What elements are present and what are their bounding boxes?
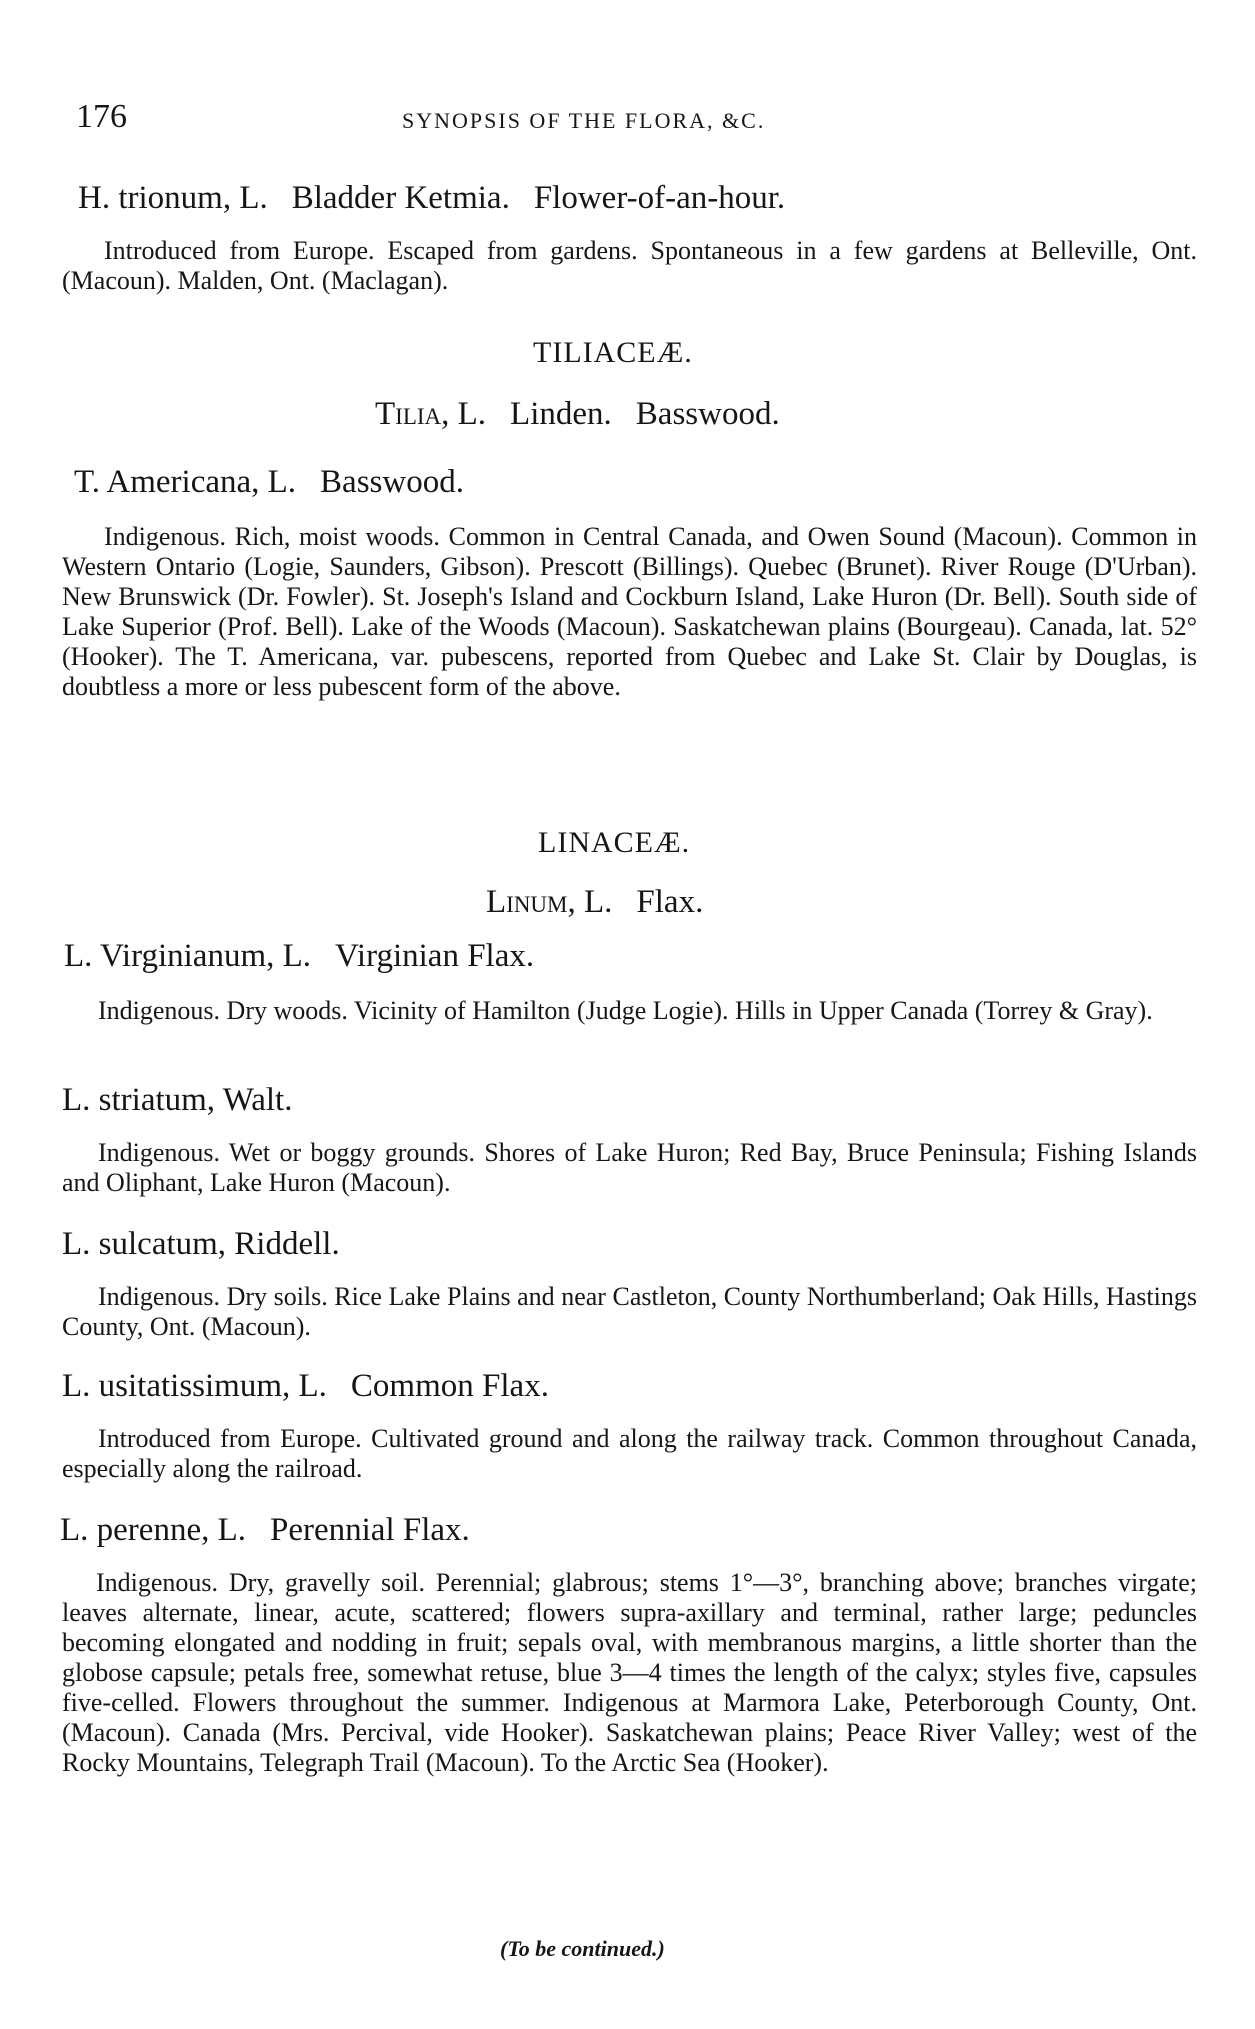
species-description-trionum: Introduced from Europe. Escaped from gardens. Spontaneous in a few gardens at Belleville, Ont. (Macoun). Malden, Ont. (Maclagan).	[62, 236, 1197, 295]
species-name: L. usitatissimum, L.	[62, 1368, 327, 1404]
page-number: 176	[76, 98, 127, 135]
genus-heading-linum	[486, 884, 703, 921]
species-description-sulcatum: Indigenous. Dry soils. Rice Lake Plains and near Castleton, County Northumberland; Oak Hills, Hastings County, Ont. (Macoun).	[62, 1282, 1197, 1341]
common-name: Perennial Flax.	[270, 1512, 470, 1548]
species-heading-trionum	[78, 180, 785, 217]
common-name: Bladder Ketmia.	[291, 180, 510, 216]
family-heading-tiliaceae: TILIACEÆ.	[533, 336, 693, 369]
genus-name: Tilia, L.	[375, 396, 487, 432]
genus-common: Flax.	[636, 884, 704, 920]
species-name: H. trionum, L.	[78, 180, 268, 216]
running-title: SYNOPSIS OF THE FLORA, &C.	[402, 108, 766, 133]
genus-common: Linden.	[510, 396, 612, 432]
common-name: Common Flax.	[350, 1368, 549, 1404]
species-description-perenne: Indigenous. Dry, gravelly soil. Perennial; glabrous; stems 1°—3°, branching above; branches virgate; leaves alternate, linear, acute, scattered; flowers supra-axillary and terminal, rather large; peduncles becoming elongated and nodding in fruit; sepals oval, with membranous margins, a little shorter than the globose capsule; petals free, somewhat retuse, blue 3—4 times the length of the calyx; styles five, capsules five-celled. Flowers throughout the summer. Indigenous at Marmora Lake, Peterborough County, Ont. (Macoun). Canada (Mrs. Percival, vide Hooker). Saskatchewan plains; Peace River Valley; west of the Rocky Mountains, Telegraph Trail (Macoun). To the Arctic Sea (Hooker).	[62, 1568, 1197, 1777]
species-name: L. perenne, L.	[60, 1512, 246, 1548]
species-heading-perenne	[60, 1512, 470, 1549]
genus-heading-tilia	[375, 396, 780, 433]
species-heading-usitatissimum	[62, 1368, 549, 1405]
species-heading-sulcatum: L. sulcatum, Riddell.	[62, 1226, 340, 1262]
common-name-alt: Flower-of-an-hour.	[533, 180, 786, 216]
continued-note: (To be continued.)	[500, 1936, 665, 1961]
genus-name: Linum, L.	[486, 884, 613, 920]
species-name: T. Americana, L.	[74, 464, 297, 500]
genus-common-alt: Basswood.	[635, 396, 780, 432]
family-heading-linaceae: LINACEÆ.	[538, 826, 691, 859]
species-description-americana: Indigenous. Rich, moist woods. Common in Central Canada, and Owen Sound (Macoun). Common in Western Ontario (Logie, Saunders, Gibson). Prescott (Billings). Quebec (Brunet). River Rouge (D'Urban). New Brunswick (Dr. Fowler). St. Joseph's Island and Cockburn Island, Lake Huron (Dr. Bell). South side of Lake Superior (Prof. Bell). Lake of the Woods (Macoun). Saskatchewan plains (Bourgeau). Canada, lat. 52° (Hooker). The T. Americana, var. pubescens, reported from Quebec and Lake St. Clair by Douglas, is doubtless a more or less pubescent form of the above.	[62, 522, 1197, 701]
species-heading-striatum: L. striatum, Walt.	[62, 1082, 293, 1118]
species-heading-virginianum	[64, 938, 534, 975]
species-description-usitatissimum: Introduced from Europe. Cultivated ground and along the railway track. Common throughout Canada, especially along the railroad.	[62, 1424, 1197, 1483]
species-description-striatum: Indigenous. Wet or boggy grounds. Shores of Lake Huron; Red Bay, Bruce Peninsula; Fishing Islands and Oliphant, Lake Huron (Macoun).	[62, 1138, 1197, 1197]
common-name: Basswood.	[320, 464, 464, 500]
species-heading-americana	[74, 464, 464, 501]
species-description-virginianum: Indigenous. Dry woods. Vicinity of Hamilton (Judge Logie). Hills in Upper Canada (Torrey & Gray).	[98, 996, 1153, 1025]
species-name: L. Virginianum, L.	[64, 938, 312, 974]
common-name: Virginian Flax.	[335, 938, 535, 974]
